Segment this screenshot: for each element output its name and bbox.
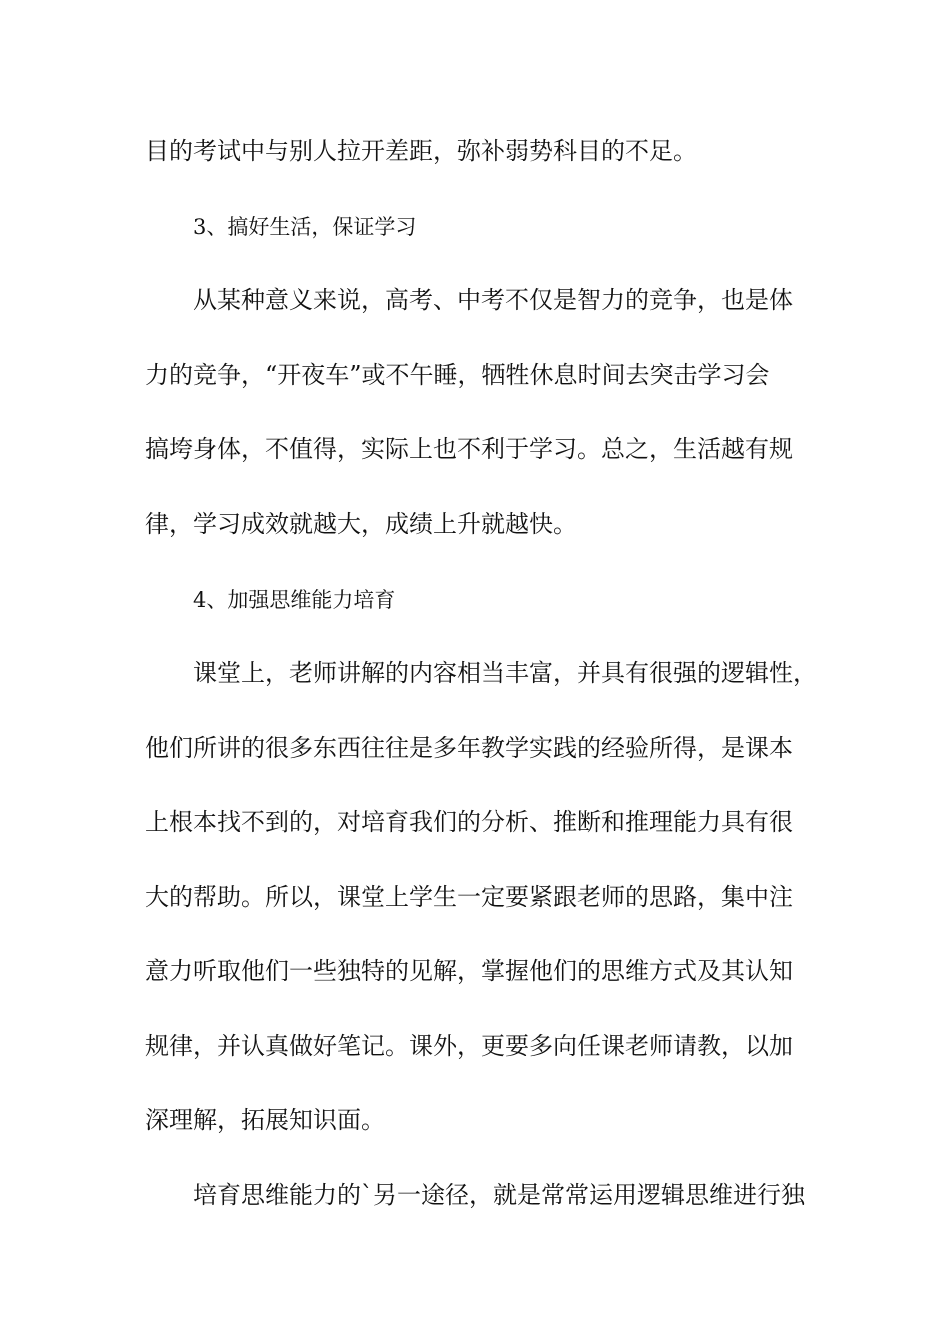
paragraph-line: 上根本找不到的，对培育我们的分析、推断和推理能力具有很 bbox=[145, 808, 793, 836]
paragraph-line: 从某种意义来说，高考、中考不仅是智力的竞争，也是体 bbox=[193, 286, 793, 314]
paragraph-line: 目的考试中与别人拉开差距，弥补弱势科目的不足。 bbox=[145, 137, 697, 165]
paragraph-line: 大的帮助。所以，课堂上学生一定要紧跟老师的思路，集中注 bbox=[145, 883, 793, 911]
paragraph-line: 搞垮身体，不值得，实际上也不利于学习。总之，生活越有规 bbox=[145, 435, 793, 463]
section-heading-3: 3、搞好生活，保证学习 bbox=[193, 215, 417, 239]
paragraph-line: 深理解，拓展知识面。 bbox=[145, 1106, 385, 1134]
paragraph-line: 规律，并认真做好笔记。课外，更要多向任课老师请教，以加 bbox=[145, 1032, 793, 1060]
section-heading-4: 4、加强思维能力培育 bbox=[193, 588, 396, 612]
paragraph-line: 培育思维能力的`另一途径，就是常常运用逻辑思维进行独 bbox=[193, 1181, 805, 1209]
paragraph-line: 他们所讲的很多东西往往是多年教学实践的经验所得，是课本 bbox=[145, 734, 793, 762]
paragraph-line: 律，学习成效就越大，成绩上升就越快。 bbox=[145, 510, 577, 538]
paragraph-line: 课堂上，老师讲解的内容相当丰富，并具有很强的逻辑性， bbox=[193, 659, 817, 687]
paragraph-line: 意力听取他们一些独特的见解，掌握他们的思维方式及其认知 bbox=[145, 957, 793, 985]
paragraph-line: 力的竞争，“开夜车”或不午睡，牺牲休息时间去突击学习会 bbox=[145, 361, 770, 389]
